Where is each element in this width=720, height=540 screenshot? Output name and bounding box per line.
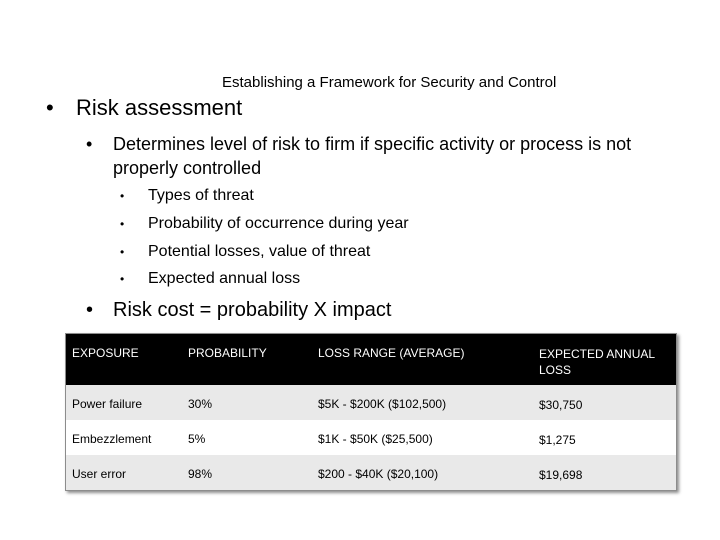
sub-bullet-text: Determines level of risk to firm if specific activity or process is not properly controlled: [113, 134, 632, 178]
table-cell: $1K - $50K ($25,500): [318, 420, 539, 455]
table-row: [66, 420, 676, 455]
bullet-icon: •: [120, 189, 125, 203]
risk-table: [65, 333, 677, 491]
table-cell: $200 - $40K ($20,100): [318, 455, 539, 490]
table-header-row: [66, 334, 676, 385]
table-cell: Embezzlement: [66, 420, 188, 455]
table-cell: $19,698: [539, 455, 676, 490]
table-row: [66, 455, 676, 490]
sub-bullet-text: Risk cost = probability X impact: [113, 299, 392, 321]
bullet-icon: •: [46, 95, 54, 120]
column-header-expected-loss: EXPECTED ANNUAL LOSS: [539, 334, 676, 385]
bullet-icon: •: [120, 245, 125, 259]
main-bullet-text: Risk assessment: [76, 95, 243, 120]
detail-bullet-text: Potential losses, value of threat: [148, 243, 371, 260]
bullet-icon: •: [86, 134, 93, 154]
bullet-icon: •: [120, 217, 125, 231]
table-cell: $30,750: [539, 385, 676, 420]
table-cell: $5K - $200K ($102,500): [318, 385, 539, 420]
column-header-probability: PROBABILITY: [188, 334, 318, 385]
table-row: [66, 385, 676, 420]
main-bullet-risk-assessment: [46, 95, 242, 121]
table-cell: $1,275: [539, 420, 676, 455]
detail-bullet-types-of-threat: [120, 186, 254, 206]
table-cell: User error: [66, 455, 188, 490]
bullet-icon: •: [86, 299, 94, 321]
detail-bullet-expected-loss: [120, 269, 300, 289]
detail-bullet-text: Types of threat: [148, 187, 254, 204]
table-cell: 98%: [188, 455, 318, 490]
detail-bullet-probability: [120, 214, 409, 234]
bullet-icon: •: [120, 272, 125, 286]
table-cell: 5%: [188, 420, 318, 455]
detail-bullet-text: Expected annual loss: [148, 270, 301, 287]
table-cell: Power failure: [66, 385, 188, 420]
sub-bullet-determines-level: [86, 132, 666, 180]
column-header-exposure: EXPOSURE: [66, 334, 188, 385]
detail-bullet-text: Probability of occurrence during year: [148, 215, 409, 232]
slide-title: Establishing a Framework for Security and Control: [222, 74, 557, 91]
sub-bullet-risk-cost: [86, 298, 391, 322]
detail-bullet-potential-losses: [120, 242, 370, 262]
column-header-loss-range: LOSS RANGE (AVERAGE): [318, 334, 539, 385]
table-cell: 30%: [188, 385, 318, 420]
